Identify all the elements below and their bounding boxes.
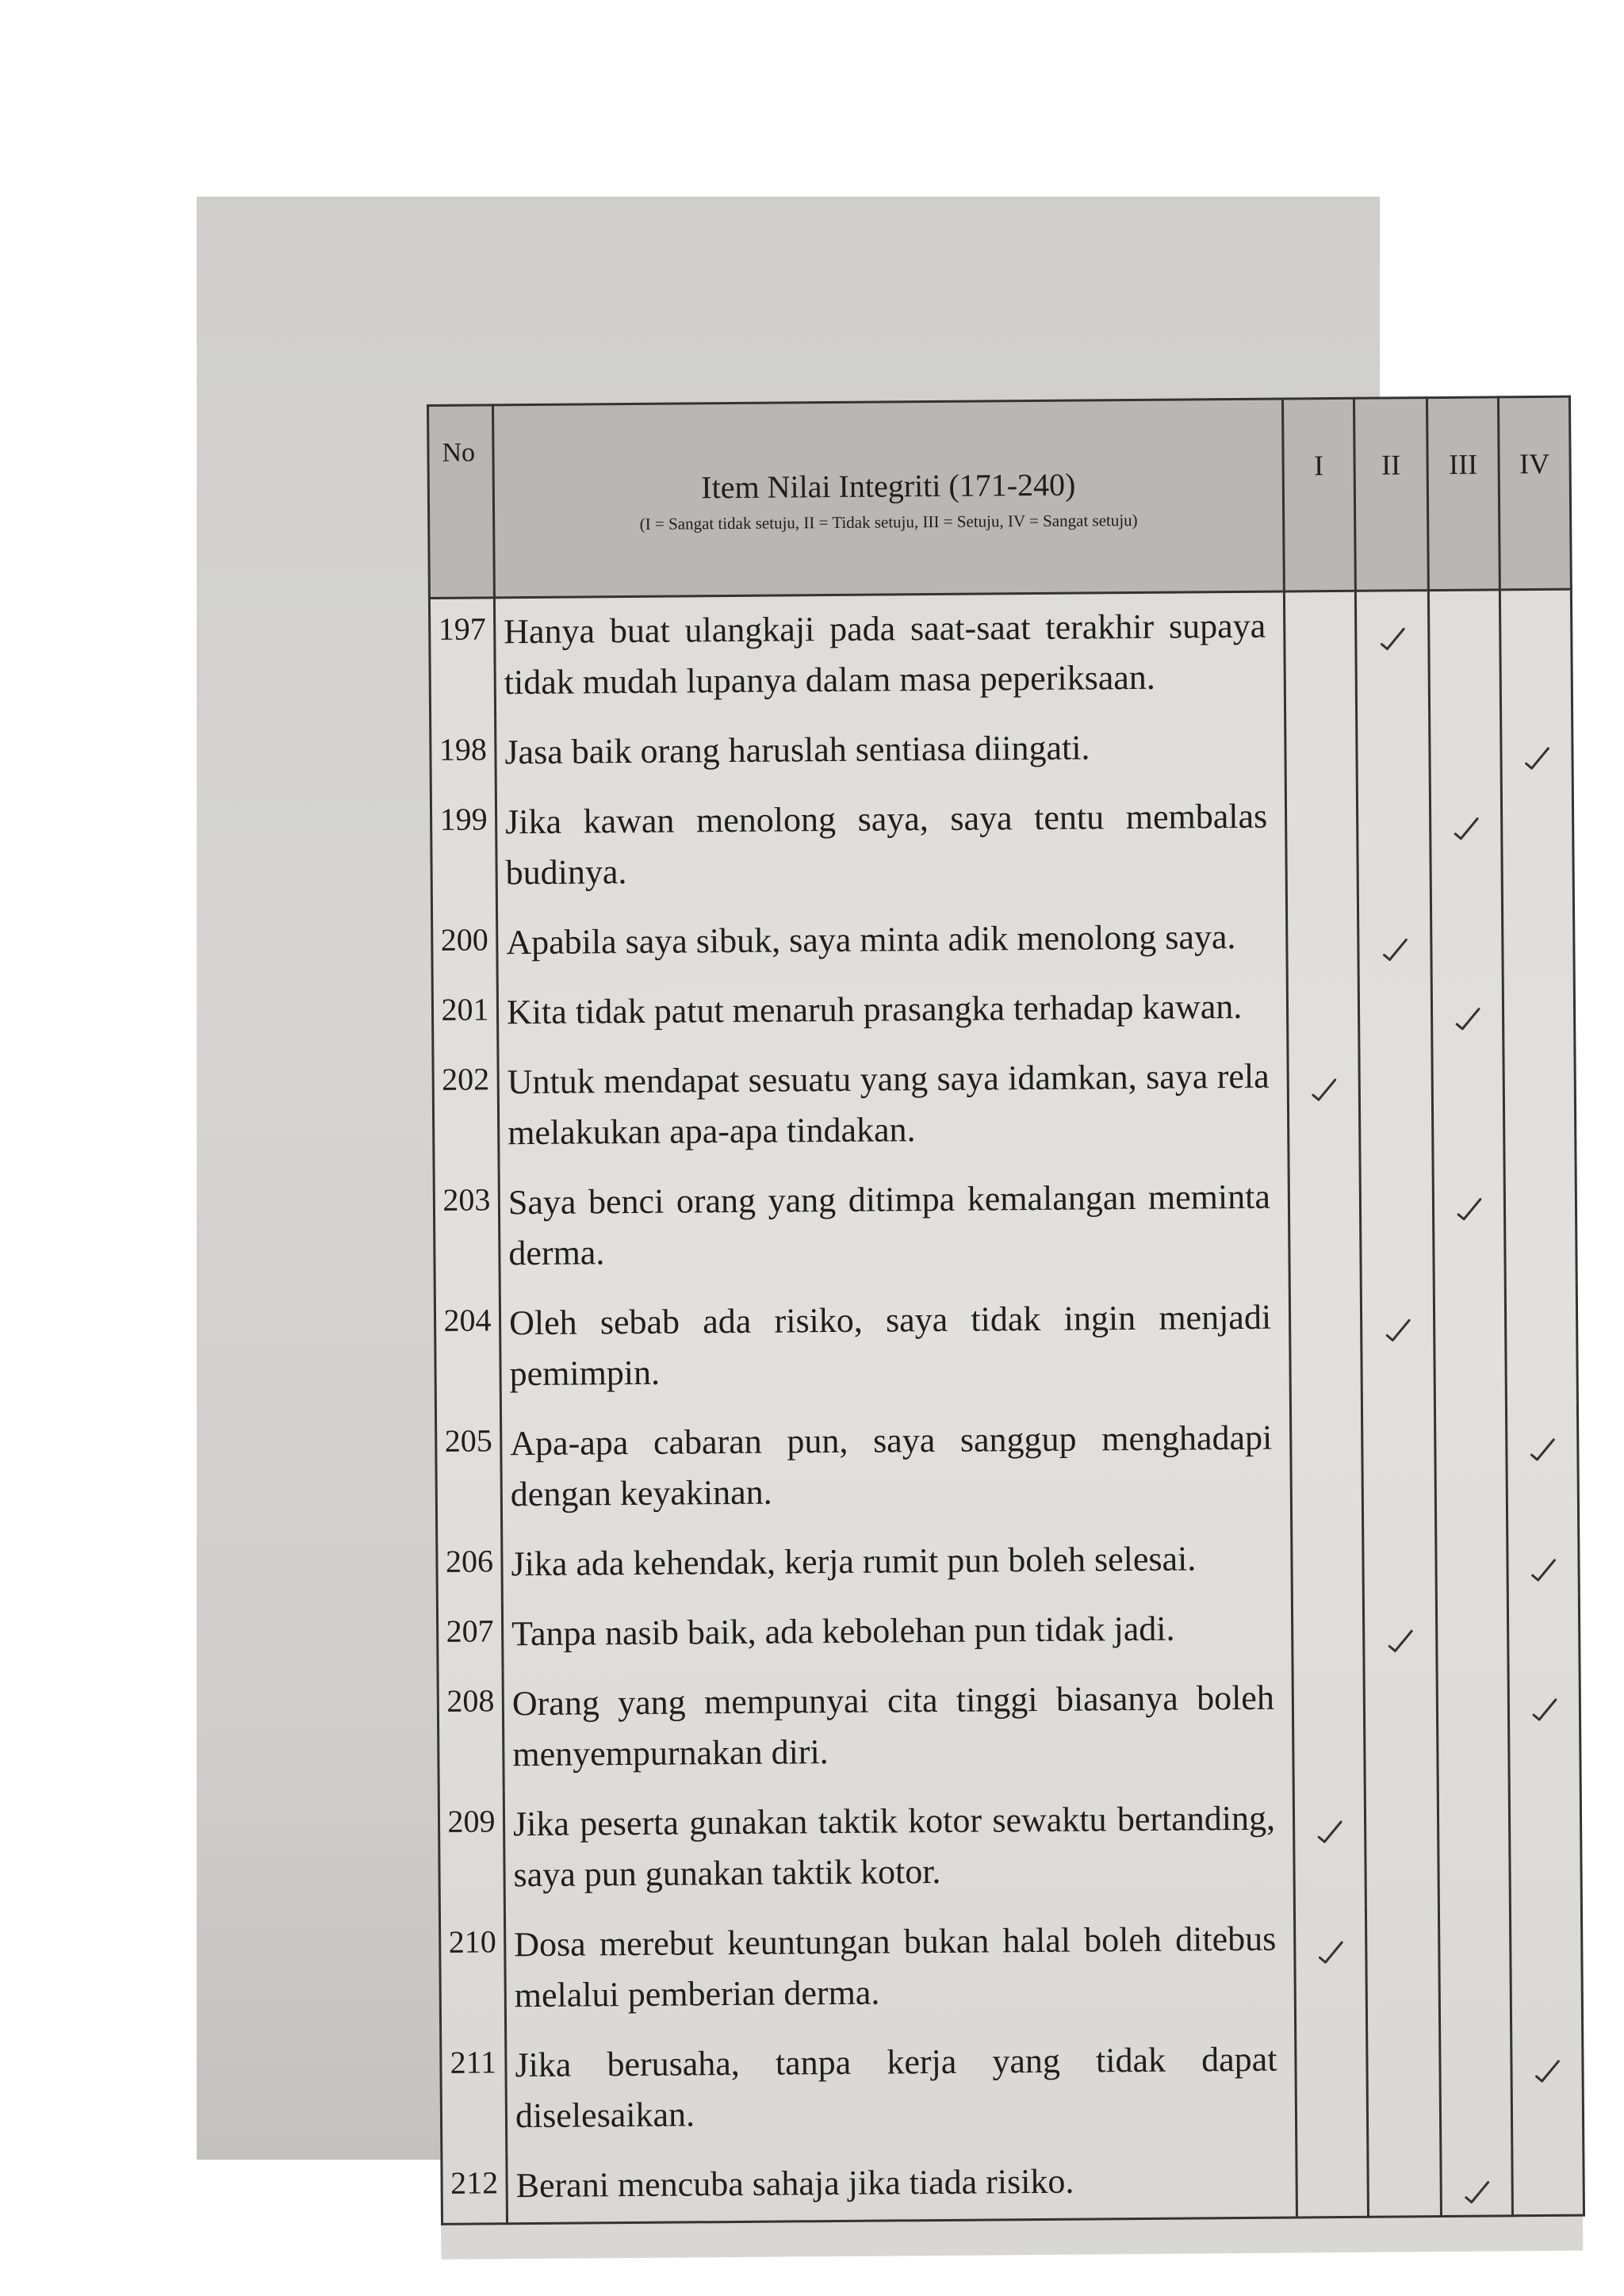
response-cell-II[interactable] [1355, 591, 1429, 713]
header-legend: (I = Sangat tidak setuju, II = Tidak setuju, III = Setuju, IV = Sangat setuju) [639, 510, 1138, 534]
response-cell-I[interactable] [1287, 973, 1359, 1043]
response-cell-II[interactable] [1368, 2145, 1442, 2217]
check-mark-icon [1385, 1318, 1411, 1341]
response-cell-IV[interactable] [1502, 901, 1574, 972]
response-cell-II[interactable] [1367, 2025, 1441, 2146]
response-cell-II[interactable] [1363, 1594, 1437, 1664]
item-statement: Jasa baik orang haruslah sentiasa diingati. [496, 714, 1286, 790]
header-no: No [428, 405, 495, 599]
table-row [433, 1041, 1576, 1170]
response-cell-IV[interactable] [1507, 1523, 1580, 1594]
item-statement: Apa-apa cabaran pun, saya sanggup menghadapi dengan keyakinan. [500, 1404, 1291, 1531]
check-mark-icon [1463, 2180, 1490, 2204]
table-row [429, 589, 1572, 720]
response-cell-II[interactable] [1365, 1904, 1439, 2026]
response-cell-I[interactable] [1285, 713, 1358, 783]
table-row [437, 1523, 1580, 1601]
item-statement: Untuk mendapat sesuatu yang saya idamkan, saya rela melakukan apa-apa tindakan. [498, 1043, 1289, 1169]
item-statement: Jika berusaha, tanpa kerja yang tidak dapat diselesaikan. [506, 2026, 1297, 2152]
table-row [442, 2145, 1584, 2225]
response-cell-III[interactable] [1438, 1904, 1511, 2025]
response-cell-III[interactable] [1431, 901, 1503, 972]
response-cell-III[interactable] [1441, 2145, 1513, 2216]
check-mark-icon [1387, 1628, 1414, 1652]
item-statement: Oleh sebab ada risiko, saya tidak ingin menjadi pemimpin. [500, 1284, 1290, 1410]
table-header-row [428, 396, 1572, 598]
item-number: 203 [434, 1169, 500, 1291]
check-mark-icon [1381, 937, 1408, 961]
table-row [432, 901, 1575, 980]
response-cell-IV[interactable] [1504, 1161, 1576, 1283]
table-row [432, 971, 1575, 1050]
response-cell-II[interactable] [1365, 1784, 1438, 1905]
response-cell-I[interactable] [1292, 1525, 1364, 1595]
response-cell-IV[interactable] [1507, 1593, 1580, 1663]
response-cell-I[interactable] [1284, 591, 1356, 713]
questionnaire-page [427, 396, 1583, 2260]
table-row [435, 1282, 1577, 1411]
response-cell-IV[interactable] [1512, 2145, 1584, 2216]
response-cell-II[interactable] [1361, 1283, 1434, 1404]
response-cell-II[interactable] [1360, 1162, 1434, 1284]
item-statement: Dosa merebut keuntungan bukan halal boleh ditebus melalui pemberian derma. [504, 1905, 1295, 2032]
check-mark-icon [1454, 1007, 1481, 1031]
header-scale-4: IV [1498, 396, 1571, 590]
response-cell-I[interactable] [1285, 783, 1358, 904]
table-row [438, 1663, 1580, 1792]
check-mark-icon [1316, 1820, 1343, 1843]
check-mark-icon [1529, 1437, 1556, 1461]
item-statement: Jika peserta gunakan taktik kotor sewaktu bertanding, saya pun gunakan taktik kotor. [504, 1785, 1294, 1911]
response-cell-I[interactable] [1293, 1785, 1365, 1906]
response-cell-I[interactable] [1289, 1284, 1362, 1405]
response-cell-III[interactable] [1430, 781, 1502, 902]
response-cell-II[interactable] [1357, 712, 1431, 783]
response-cell-I[interactable] [1289, 1163, 1361, 1284]
item-number: 201 [432, 979, 498, 1050]
item-number: 206 [437, 1531, 503, 1601]
item-number: 198 [431, 719, 496, 790]
header-scale-1: I [1282, 398, 1355, 591]
response-cell-III[interactable] [1433, 1161, 1505, 1283]
item-number: 208 [438, 1670, 504, 1792]
response-cell-II[interactable] [1359, 1042, 1433, 1163]
check-mark-icon [1453, 817, 1480, 840]
response-cell-IV[interactable] [1501, 711, 1573, 782]
response-cell-III[interactable] [1436, 1523, 1508, 1594]
header-scale-3: III [1427, 397, 1500, 591]
item-number: 202 [433, 1049, 499, 1170]
item-number: 207 [437, 1601, 503, 1671]
photo-background [197, 197, 1550, 2206]
item-number: 210 [439, 1911, 505, 2033]
item-statement: Orang yang mempunyai cita tinggi biasanya boleh menyempurnakan diri. [503, 1664, 1293, 1791]
response-cell-IV[interactable] [1506, 1402, 1578, 1524]
table-row [435, 1402, 1578, 1532]
response-cell-III[interactable] [1434, 1402, 1507, 1524]
response-cell-III[interactable] [1430, 711, 1502, 782]
item-statement: Berani mencuba sahaja jika tiada risiko. [507, 2146, 1297, 2223]
response-cell-III[interactable] [1438, 1783, 1510, 1904]
header-title-cell [493, 399, 1285, 598]
item-number: 211 [441, 2032, 507, 2153]
item-statement: Saya benci orang yang ditimpa kemalangan meminta derma. [499, 1163, 1289, 1290]
table-row [434, 1161, 1576, 1291]
response-cell-I[interactable] [1296, 2026, 1368, 2147]
response-cell-II[interactable] [1363, 1524, 1437, 1594]
item-number: 205 [435, 1410, 501, 1532]
response-cell-III[interactable] [1437, 1663, 1509, 1784]
check-mark-icon [1534, 2059, 1561, 2083]
item-number: 197 [429, 598, 495, 720]
response-cell-III[interactable] [1434, 1282, 1506, 1403]
response-cell-III[interactable] [1436, 1593, 1508, 1663]
header-title: Item Nilai Integriti (171-240) [701, 466, 1076, 506]
response-cell-II[interactable] [1362, 1403, 1435, 1525]
response-cell-III[interactable] [1428, 590, 1500, 712]
response-cell-IV[interactable] [1511, 2024, 1584, 2145]
response-cell-III[interactable] [1431, 971, 1503, 1042]
response-cell-IV[interactable] [1503, 971, 1575, 1042]
response-cell-IV[interactable] [1500, 589, 1572, 711]
response-cell-I[interactable] [1290, 1404, 1362, 1525]
check-mark-icon [1379, 626, 1406, 650]
item-statement: Jika kawan menolong saya, saya tentu membalas budinya. [496, 783, 1286, 910]
response-cell-IV[interactable] [1509, 1783, 1581, 1904]
table-row [431, 781, 1573, 910]
table-row [441, 2024, 1584, 2153]
response-cell-III[interactable] [1440, 2024, 1512, 2145]
response-cell-IV[interactable] [1505, 1282, 1577, 1403]
table-row [439, 1783, 1581, 1912]
response-cell-IV[interactable] [1510, 1904, 1582, 2025]
response-cell-III[interactable] [1432, 1041, 1504, 1162]
item-number: 199 [431, 789, 496, 910]
response-cell-IV[interactable] [1508, 1663, 1580, 1784]
check-mark-icon [1317, 1940, 1344, 1964]
item-number: 209 [439, 1791, 504, 1912]
response-cell-I[interactable] [1297, 2146, 1369, 2218]
table-row [431, 711, 1573, 790]
response-cell-IV[interactable] [1501, 781, 1573, 902]
item-statement: Kita tidak patut menaruh prasangka terhadap kawan. [497, 973, 1288, 1049]
item-statement: Apabila saya sibuk, saya minta adik menolong saya. [497, 904, 1288, 980]
response-cell-I[interactable] [1288, 1043, 1360, 1164]
item-statement: Hanya buat ulangkaji pada saat-saat terakhir supaya tidak mudah lupanya dalam masa peperiksaan. [494, 591, 1285, 719]
table-body [429, 589, 1584, 2224]
integrity-items-table [427, 396, 1585, 2225]
response-cell-I[interactable] [1286, 903, 1358, 974]
response-cell-I[interactable] [1292, 1594, 1364, 1665]
check-mark-icon [1523, 746, 1550, 770]
table-row [439, 1904, 1582, 2033]
response-cell-II[interactable] [1358, 902, 1431, 973]
check-mark-icon [1530, 1558, 1557, 1582]
check-mark-icon [1310, 1077, 1337, 1101]
response-cell-II[interactable] [1358, 972, 1432, 1043]
response-cell-I[interactable] [1294, 1905, 1366, 2026]
item-number: 212 [442, 2152, 508, 2224]
item-number: 204 [435, 1290, 500, 1411]
check-mark-icon [1455, 1197, 1482, 1221]
item-statement: Tanpa nasib baik, ada kebolehan pun tidak jadi. [502, 1594, 1293, 1670]
response-cell-II[interactable] [1364, 1663, 1438, 1785]
response-cell-I[interactable] [1293, 1664, 1365, 1785]
check-mark-icon [1530, 1697, 1557, 1721]
item-number: 200 [432, 909, 498, 980]
response-cell-IV[interactable] [1503, 1041, 1576, 1162]
table-row [437, 1593, 1580, 1671]
item-statement: Jika ada kehendak, kerja rumit pun boleh selesai. [502, 1525, 1293, 1601]
response-cell-II[interactable] [1357, 782, 1431, 903]
header-scale-2: II [1354, 398, 1428, 591]
